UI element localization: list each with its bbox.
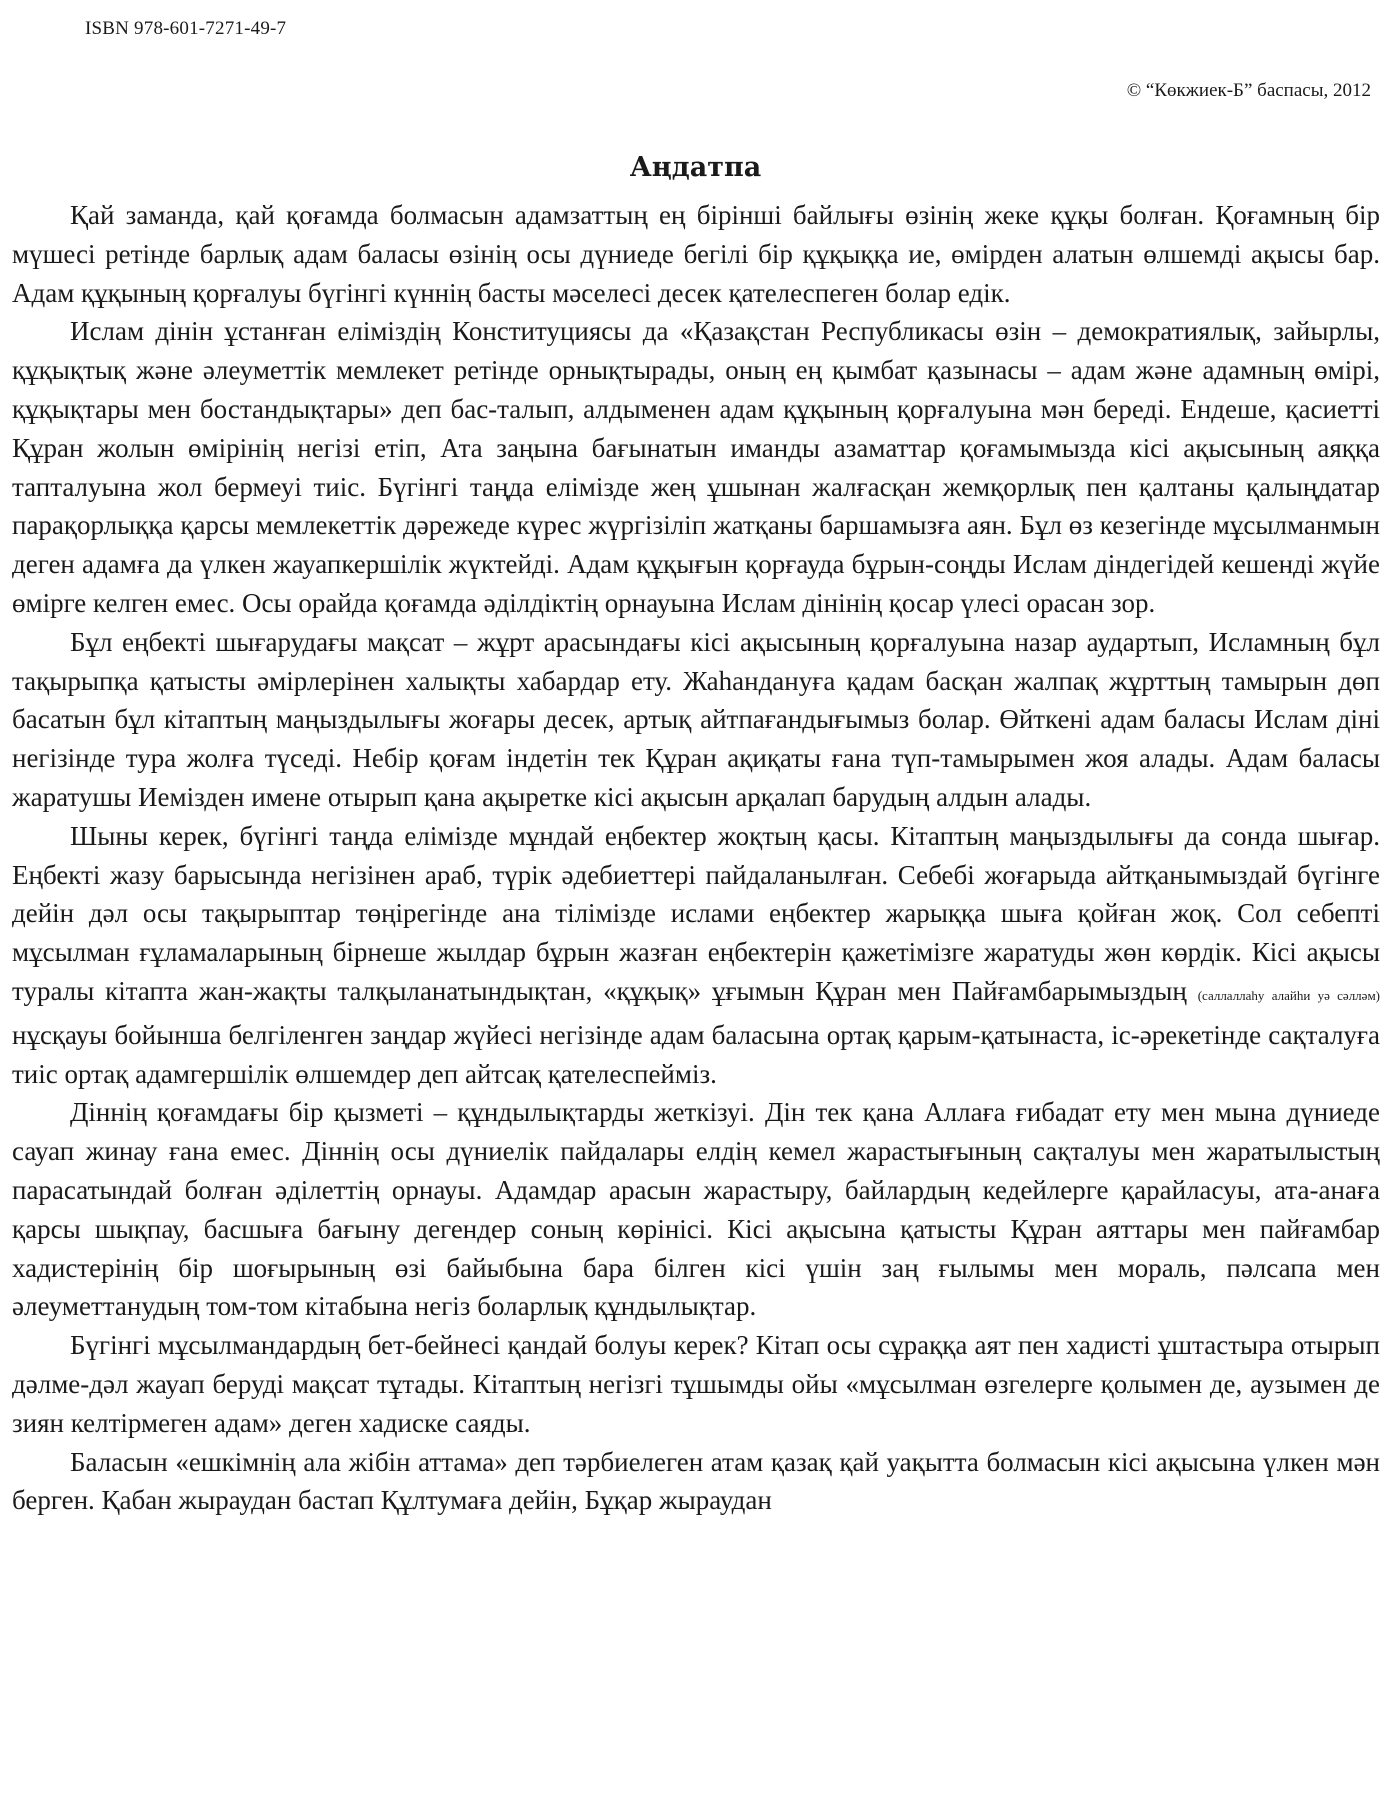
copyright-label: © “Көкжиек-Б” баспасы, 2012 [1126,80,1371,101]
paragraph-text: Шыны керек, бүгінгі таңда елімізде мұндай еңбектер жоқтың қасы. Кітаптың маңыздылығы да сонда шығар. Еңбекті жазу барысында негізінен араб, түрік әдебиеттері пайдаланылған. Себебі жоғарыда айтқанымыздай бүгінге дейін дәл осы тақырыптар төңірегінде ана тілімізде ислами еңбектер жарыққа шыға қойған жоқ. Сол себепті мұсылман ғұламаларының бірнеше жылдар бұрын жазған еңбектерін қажетімізге жаратуды жөн көрдік. Кісі ақысы туралы кітапта жан-жақты талқыланатындықтан, «құқық» ұғымын Құран мен Пайғамбарымыздың [12,820,1380,1006]
paragraph [12,817,1380,1094]
honorific-note: (саллаллаһу алайһи уә сәлләм) [1197,987,1380,1003]
paragraph: Бүгінгі мұсылмандардың бет-бейнесі қандай болуы керек? Кітап осы сұраққа аят пен хадисті ұштастыра отырып дәлме-дәл жауап беруді мақсат тұтады. Кітаптың негізгі тұшымды ойы «мұсылман өзгелерге қолымен де, аузымен де зиян келтірмеген адам» деген хадиске саяды. [12,1330,1380,1438]
paragraph-text: нұсқауы бойынша белгіленген заңдар жүйесі негізінде адам баласына ортақ қарым-қатынаста, іс-әрекетінде сақталуға тиіс ортақ адамгершілік өлшемдер деп айтсақ қателеспейміз. [12,1019,1380,1089]
paragraph: Бұл еңбекті шығарудағы мақсат – жұрт арасындағы кісі ақысының қорғалуына назар аудартып, Исламның бұл тақырыпқа қатысты әмірлерінен халықты хабардар ету. Жаһандануға қадам басқан жалпақ жұрттың тамырын дөп басатын бұл кітаптың маңыздылығы жоғары десек, артық айтпағандығымыз болар. Өйткені адам баласы Ислам діні негізінде тура жолға түседі. Небір қоғам індетін тек Құран ақиқаты ғана түп-тамырымен жоя алады. Адам баласы жаратушы Иемізден имене отырып қана ақыретке кісі ақысын арқалап барудың алдын алады. [12,626,1380,812]
isbn-label: ISBN 978-601-7271-49-7 [85,18,287,39]
paragraph: Ислам дінін ұстанған еліміздің Конституциясы да «Қазақстан Республикасы өзін – демократиялық, зайырлы, құқықтық және әлеуметтік мемлекет ретінде орнықтырады, оның ең қымбат қазынасы – адам және адамның өмірі, құқықтары мен бостандықтары» деп бас-талып, алдыменен адам құқының қорғалуына мән береді. Ендеше, қасиетті Құран жолын өмірінің негізі етіп, Ата заңына бағынатын иманды азаматтар қоғамымызда кісі ақысының аяққа тапталуына жол бермеуі тиіс. Бүгінгі таңда елімізде жең ұшынан жалғасқан жемқорлық пен қалтаны қалыңдатар парақорлыққа қарсы мемлекеттік дәрежеде күрес жүргізіліп жатқаны баршамызға аян. Бұл өз кезегінде мұсылманмын деген адамға да үлкен жауапкершілік жүктейді. Адам құқығын қорғауда бұрын-соңды Ислам діндегідей кешенді жүйе өмірге келген емес. Осы орайда қоғамда әділдіктің орнауына Ислам дінінің қосар үлесі орасан зор. [12,316,1380,618]
page-title: Аңдатпа [629,152,762,183]
paragraph: Діннің қоғамдағы бір қызметі – құндылықтарды жеткізуі. Дін тек қана Аллаға ғибадат ету мен мына дүниеде сауап жинау ғана емес. Діннің осы дүниелік пайдалары елдің кемел жарастығының сақталуы мен жаратылыстың парасатындай болған әділеттің орнауы. Адамдар арасын жарастыру, байлардың кедейлерге қарайласуы, ата-анаға қарсы шықпау, басшыға бағыну дегендер соның көрінісі. Кісі ақысына қатысты Құран аяттары мен пайғамбар хадистерінің бір шоғырының өзі байыбына бара білген кісі үшін заң ғылымы мен мораль, пәлсапа мен әлеуметтанудың том-том кітабына негіз боларлық құндылықтар. [12,1097,1380,1322]
paragraph: Баласын «ешкімнің ала жібін аттама» деп тәрбиелеген атам қазақ қай уақытта болмасын кісі ақысына үлкен мән берген. Қабан жыраудан бастап Құлтумаға дейін, Бұқар жыраудан [12,1446,1380,1516]
paragraph: Қай заманда, қай қоғамда болмасын адамзаттың ең бірінші байлығы өзінің жеке құқы болған. Қоғамның бір мүшесі ретінде барлық адам баласы өзінің осы дүниеде бегілі бір құқыққа ие, өмірден алатын өлшемді ақысы бар. Адам құқының қорғалуы бүгінгі күннің басты мәселесі десек қателеспеген болар едік. [12,200,1380,308]
body-text [12,196,1380,1520]
